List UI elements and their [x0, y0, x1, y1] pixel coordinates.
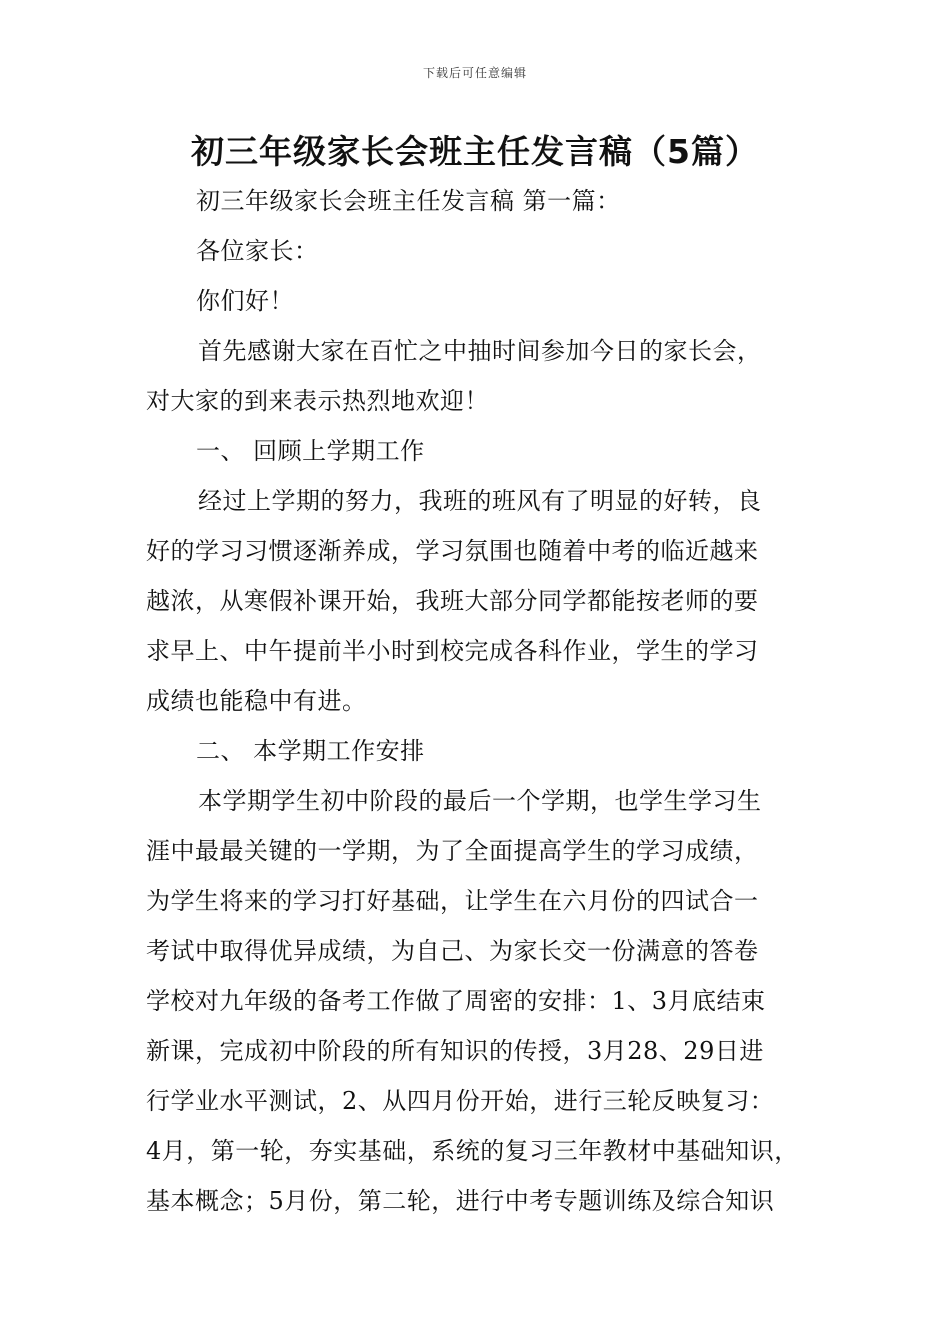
body-line: 求早上、中午提前半小时到校完成各科作业，学生的学习	[146, 637, 759, 665]
body-line-subtitle: 初三年级家长会班主任发言稿 第一篇：	[196, 187, 621, 215]
body-line: 为学生将来的学习打好基础，让学生在六月份的四试合一	[146, 887, 759, 915]
body-line: 涯中最最关键的一学期，为了全面提高学生的学习成绩，	[146, 837, 759, 865]
body-line: 基本概念；5月份，第二轮，进行中考专题训练及综合知识	[146, 1187, 775, 1215]
body-line: 对大家的到来表示热烈地欢迎！	[146, 387, 489, 415]
header-note: 下载后可任意编辑	[422, 66, 527, 80]
body-line: 学校对九年级的备考工作做了周密的安排：1、3月底结束	[146, 987, 766, 1015]
section-heading-plan: 二、 本学期工作安排	[196, 737, 425, 765]
body-line: 成绩也能稳中有进。	[146, 687, 367, 715]
body-line-hello: 你们好！	[196, 287, 294, 315]
body-line: 经过上学期的努力，我班的班风有了明显的好转，良	[198, 487, 762, 515]
document-title: 初三年级家长会班主任发言稿（5篇）	[191, 132, 759, 171]
body-line: 行学业水平测试，2、从四月份开始，进行三轮反映复习：	[146, 1087, 775, 1115]
body-line: 4月，第一轮，夯实基础，系统的复习三年教材中基础知识，	[146, 1137, 799, 1165]
body-line: 考试中取得优异成绩，为自己、为家长交一份满意的答卷	[146, 937, 759, 965]
body-line: 本学期学生初中阶段的最后一个学期，也学生学习生	[198, 787, 762, 815]
body-line: 首先感谢大家在百忙之中抽时间参加今日的家长会，	[198, 337, 762, 365]
body-line: 好的学习习惯逐渐养成，学习氛围也随着中考的临近越来	[146, 537, 759, 565]
body-line: 新课，完成初中阶段的所有知识的传授，3月28、29日进	[146, 1037, 764, 1065]
body-line-greeting: 各位家长：	[196, 237, 319, 265]
section-heading-review: 一、 回顾上学期工作	[196, 437, 425, 465]
body-line: 越浓，从寒假补课开始，我班大部分同学都能按老师的要	[146, 587, 759, 615]
